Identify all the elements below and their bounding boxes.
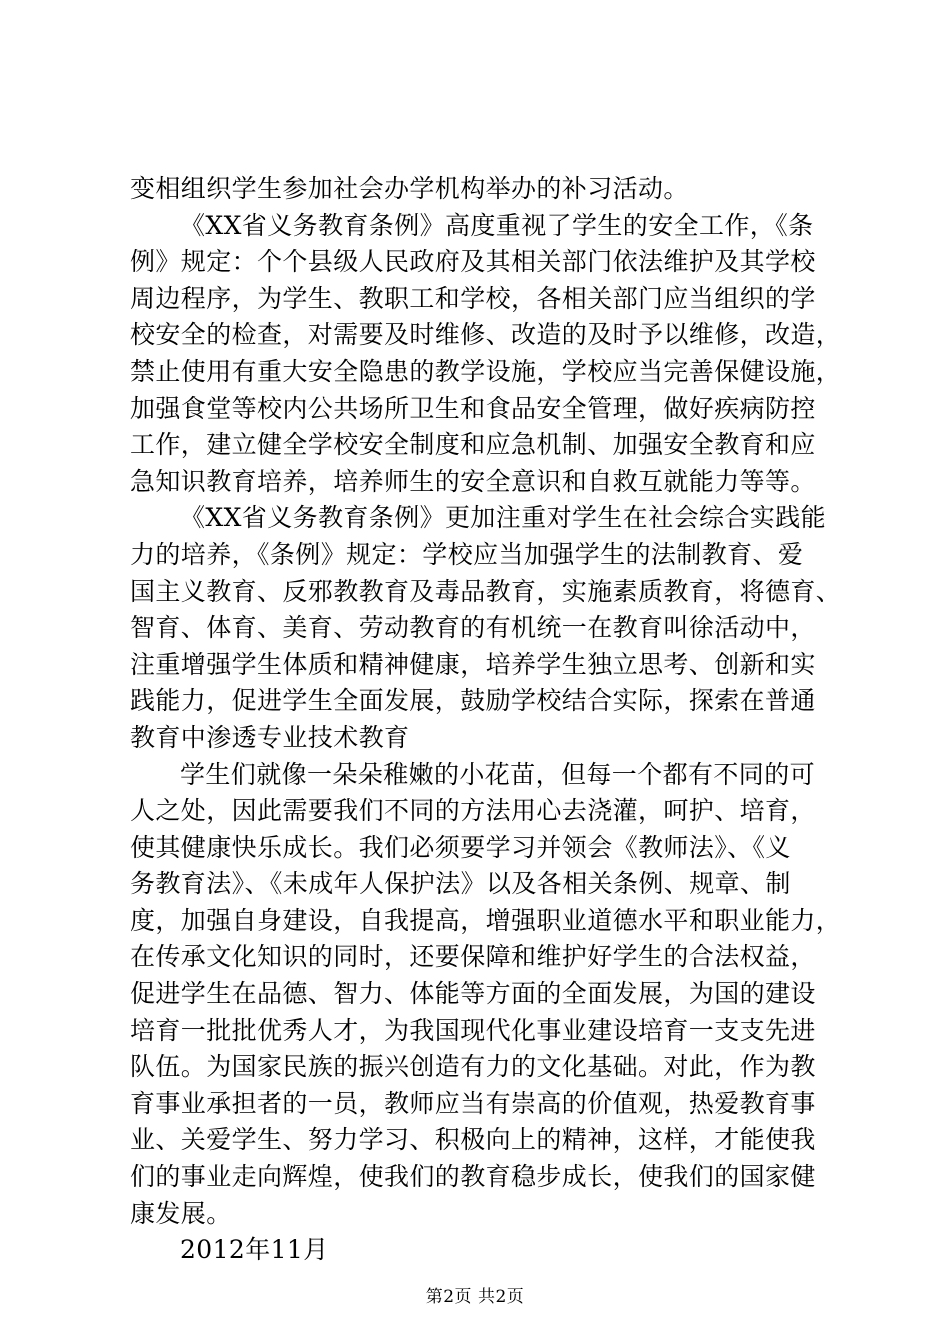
paragraph xyxy=(130,208,845,501)
document-body xyxy=(130,171,845,1269)
text-line: 务教育法》、《未成年人保护法》以及各相关条例、规章、制 xyxy=(130,869,791,899)
text-line: 工作，建立健全学校安全制度和应急机制、加强安全教育和应 xyxy=(130,430,816,460)
text-line: 例》规定：个个县级人民政府及其相关部门依法维护及其学校 xyxy=(130,247,816,277)
text-line: 加强食堂等校内公共场所卫生和食品安全管理，做好疾病防控 xyxy=(130,393,816,423)
text-line: 国主义教育、反邪教教育及毒品教育，实施素质教育，将德育、 xyxy=(130,576,842,606)
text-line: 业、关爱学生、努力学习、积极向上的精神，这样，才能使我 xyxy=(130,1125,816,1155)
text-line: 促进学生在品德、智力、体能等方面的全面发展，为国的建设 xyxy=(130,979,816,1009)
paragraph xyxy=(130,171,845,208)
text-line: 校安全的检查，对需要及时维修、改造的及时予以维修，改造， xyxy=(130,320,842,350)
paragraph xyxy=(130,1232,845,1269)
text-line: 周边程序，为学生、教职工和学校，各相关部门应当组织的学 xyxy=(130,283,816,313)
text-line: 们的事业走向辉煌，使我们的教育稳步成长，使我们的国家健 xyxy=(130,1162,816,1192)
paragraph xyxy=(130,500,845,756)
text-line: 2012年11月 xyxy=(180,1235,329,1265)
text-line: 度，加强自身建设，自我提高，增强职业道德水平和职业能力， xyxy=(130,905,842,935)
text-line: 培育一批批优秀人才，为我国现代化事业建设培育一支支先进 xyxy=(130,1015,816,1045)
text-line: 学生们就像一朵朵稚嫩的小花苗，但每一个都有不同的可 xyxy=(180,759,816,789)
text-line: 践能力，促进学生全面发展，鼓励学校结合实际，探索在普通 xyxy=(130,686,816,716)
text-line: 禁止使用有重大安全隐患的教学设施，学校应当完善保健设施， xyxy=(130,356,842,386)
text-line: 使其健康快乐成长。我们必须要学习并领会《教师法》、《义 xyxy=(130,832,791,862)
text-line: 智育、体育、美育、劳动教育的有机统一在教育叫徐活动中， xyxy=(130,613,816,643)
text-line: 力的培养，《条例》规定：学校应当加强学生的法制教育、爱 xyxy=(130,539,804,569)
text-line: 队伍。为国家民族的振兴创造有力的文化基础。对此，作为教 xyxy=(130,1052,816,1082)
text-line: 《XX省义务教育条例》高度重视了学生的安全工作，《条 xyxy=(180,210,814,240)
text-line: 教育中渗透专业技术教育 xyxy=(130,722,410,752)
text-line: 人之处，因此需要我们不同的方法用心去浇灌，呵护、培育， xyxy=(130,796,816,826)
text-line: 《XX省义务教育条例》更加注重对学生在社会综合实践能 xyxy=(180,503,826,533)
text-line: 育事业承担者的一员，教师应当有崇高的价值观，热爱教育事 xyxy=(130,1088,816,1118)
text-line: 变相组织学生参加社会办学机构举办的补习活动。 xyxy=(130,174,689,203)
text-line: 急知识教育培养，培养师生的安全意识和自救互就能力等等。 xyxy=(130,466,816,496)
text-line: 在传承文化知识的同时，还要保障和维护好学生的合法权益， xyxy=(130,942,816,972)
text-line: 注重增强学生体质和精神健康，培养学生独立思考、创新和实 xyxy=(130,649,816,679)
text-line: 康发展。 xyxy=(130,1198,232,1228)
page-footer: 第2页 共2页 xyxy=(425,1287,525,1307)
paragraph xyxy=(130,757,845,1233)
